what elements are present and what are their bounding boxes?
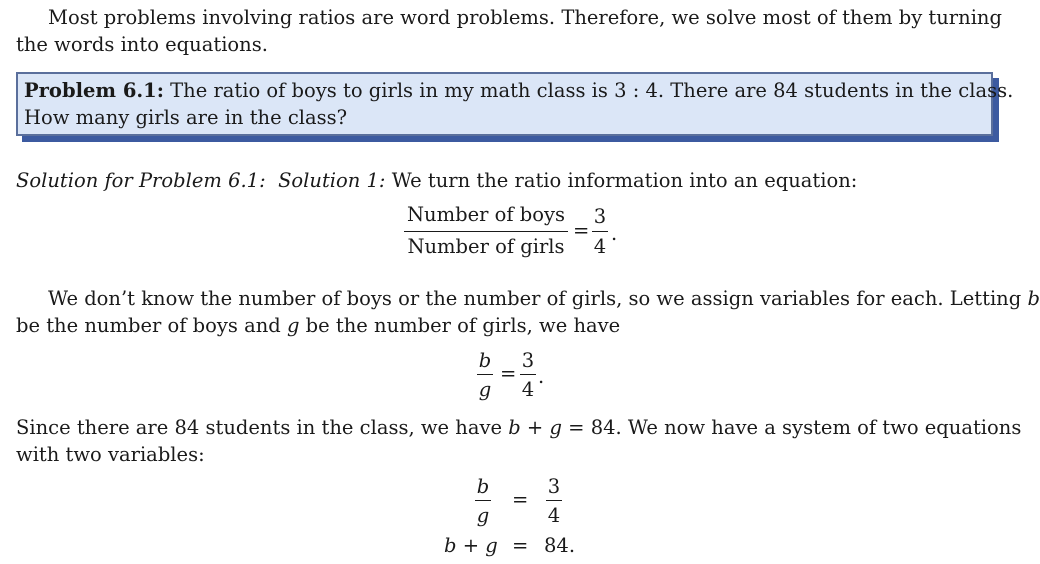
- sys-row1-rhs-bar: [546, 500, 562, 501]
- eq2-period: .: [538, 365, 545, 388]
- para2-line-1: [48, 285, 1040, 312]
- eq2-denominator: g: [478, 378, 492, 401]
- eq2-rhs-numerator: 3: [521, 349, 535, 372]
- eq2-equals: =: [500, 362, 517, 385]
- problem-line-2: How many girls are in the class?: [24, 106, 348, 129]
- sys-row1-denominator: g: [476, 504, 490, 527]
- para2-line-2: [16, 312, 620, 339]
- para2-text-1: We don’t know the number of boys or the number of girls, so we assign variables for each. Letting: [48, 287, 1022, 310]
- eq2-rhs-denominator: 4: [521, 378, 535, 401]
- problem-text-1: The ratio of boys to girls in my math class is 3 : 4. There are 84 students in the class.: [170, 79, 1014, 102]
- para2-text-2a: be the number of boys and: [16, 314, 281, 337]
- intro-line-1: Most problems involving ratios are word problems. Therefore, we solve most of them by turning: [48, 6, 1002, 29]
- para2-var-g: g: [286, 314, 300, 337]
- sys-row1-rhs-numerator: 3: [547, 475, 561, 498]
- para3-text-1b: = 84. We now have a system of two equations: [568, 416, 1022, 439]
- eq1-rhs-denominator: 4: [593, 235, 607, 258]
- eq1-denominator: Number of girls: [407, 235, 565, 258]
- para3-text-1a: Since there are 84 students in the class, we have: [16, 416, 503, 439]
- intro-line-2: the words into equations.: [16, 33, 268, 56]
- problem-box: [16, 72, 1014, 136]
- problem-line-1: [24, 77, 1013, 104]
- eq1-rhs-numerator: 3: [593, 205, 607, 228]
- sys-row1-rhs-denominator: 4: [547, 504, 561, 527]
- para3-plus: +: [526, 416, 544, 439]
- para2-text-2b: be the number of girls, we have: [305, 314, 621, 337]
- para3-line-1: [16, 414, 1021, 441]
- sys-row2-var-g: g: [485, 534, 498, 557]
- sys-row2-equals: =: [512, 534, 529, 557]
- sys-row1-equals: =: [512, 488, 529, 511]
- para3-var-b: b: [508, 416, 521, 439]
- sys-row2-var-b: b: [444, 534, 457, 557]
- para2-var-b: b: [1027, 287, 1040, 310]
- solution-text: We turn the ratio information into an equation:: [391, 169, 858, 192]
- eq1-rhs-bar: [592, 231, 608, 232]
- sys-row2-rhs: 84.: [544, 534, 576, 557]
- eq2-fraction-bar: [477, 374, 493, 375]
- eq1-numerator: Number of boys: [406, 203, 566, 226]
- sys-row2-lhs: [444, 534, 498, 558]
- sys-row1-numerator: b: [476, 475, 490, 498]
- sys-row2-plus: +: [462, 534, 480, 557]
- sys-row1-bar: [475, 500, 491, 501]
- eq2-numerator: b: [478, 349, 492, 372]
- solution-sub-label: Solution 1:: [278, 169, 386, 192]
- eq1-period: .: [611, 222, 618, 245]
- para3-line-2: with two variables:: [16, 443, 205, 466]
- solution-line: [16, 167, 857, 194]
- solution-label: Solution for Problem 6.1:: [16, 169, 266, 192]
- eq2-rhs-bar: [520, 374, 536, 375]
- eq1-fraction-bar: [404, 231, 568, 232]
- para3-var-g: g: [549, 416, 562, 439]
- eq1-equals: =: [573, 219, 590, 242]
- problem-label: Problem 6.1:: [24, 79, 164, 102]
